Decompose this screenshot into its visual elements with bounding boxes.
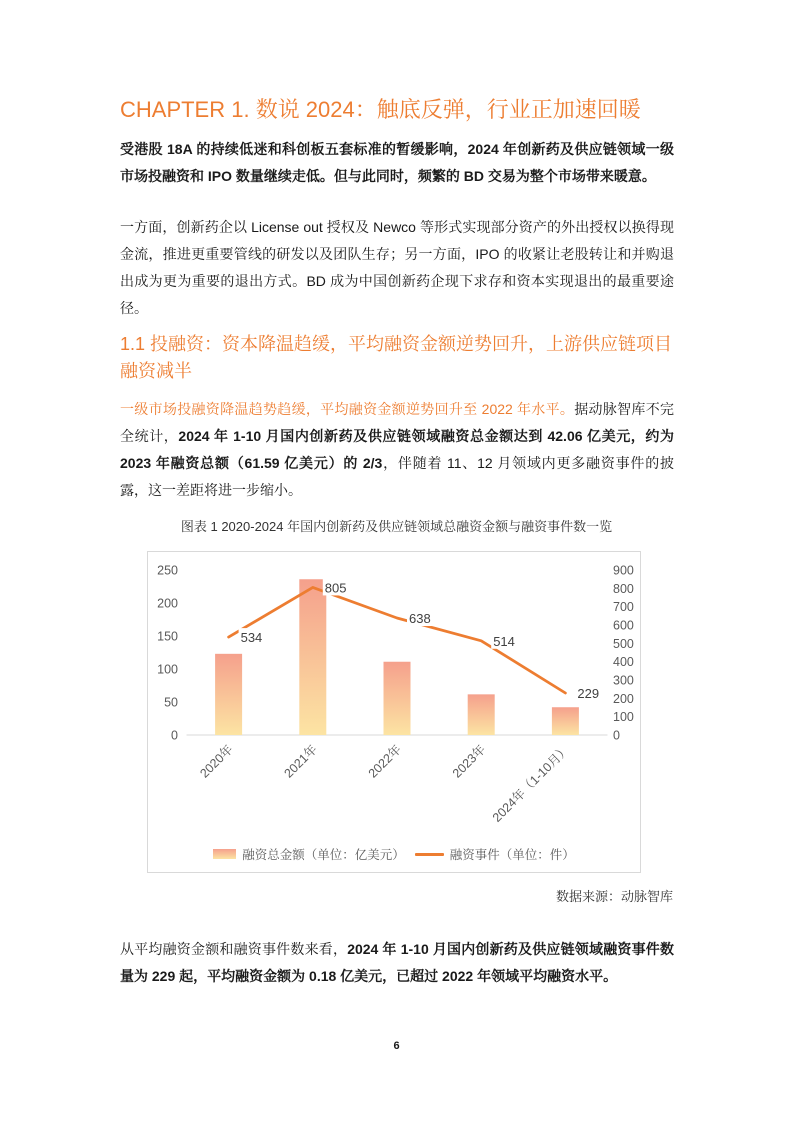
chart-legend [147,845,641,863]
y2-axis-tick-label: 700 [613,600,634,615]
intro-paragraph: 受港股 18A 的持续低迷和科创板五套标准的暂缓影响，2024 年创新药及供应链领域一级市场投融资和 IPO 数量继续走低。但与此同时，频繁的 BD 交易为整个市场带来暖意。 [120,141,674,184]
legend-swatch-line [415,853,444,856]
event-count-data-label: 638 [409,611,431,627]
financing-amount-bar [552,707,579,735]
event-count-data-label: 514 [493,633,515,649]
financing-amount-bar [299,579,326,735]
bd-paragraph: 一方面，创新药企以 License out 授权及 Newco 等形式实现部分资产的外出授权以换得现金流，推进更重要管线的研发以及团队生存；另一方面，IPO 的收紧让老股转让和并购退出成为更为重要的退出方式。BD 成为中国创新药企现下求存和资本实现退出的最重要途径。 [120,219,674,316]
chart-container [147,551,641,873]
financing-amount-bar [215,654,242,735]
financing-paragraph [120,396,674,504]
financing-amount-bar [468,694,495,735]
event-count-data-label: 229 [577,686,600,702]
financing-amount-bar [384,662,411,735]
y2-axis-tick-label: 600 [613,618,634,633]
y-axis-tick-label: 100 [157,662,178,677]
y2-axis-tick-label: 200 [613,691,634,706]
financing-highlight: 一级市场投融资降温趋势趋缓，平均融资金额逆势回升至 2022 年水平。 [120,401,575,417]
y-axis-tick-label: 250 [157,563,178,578]
x-axis-tick-label: 2024年（1-10月） [489,742,573,825]
legend-label-financing-amount: 融资总金额（单位：亿美元） [242,848,405,862]
legend-label-financing-events: 融资事件（单位：件） [449,848,575,862]
legend-item-financing-events [415,845,575,863]
x-axis-tick-label: 2020年 [197,742,236,781]
y2-axis-tick-label: 300 [613,673,634,688]
y2-axis-tick-label: 500 [613,636,634,651]
y2-axis-tick-label: 0 [613,728,620,743]
section-heading: 1.1 投融资：资本降温趋缓，平均融资金额逆势回升，上游供应链项目融资减半 [120,334,673,381]
y2-axis-tick-label: 800 [613,581,634,596]
x-axis-tick-label: 2021年 [281,742,320,781]
financing-tail: ，伴随着 11、12 月领域内更多融资事件的披露，这一差距将进一步缩小。 [120,455,674,498]
figure-source: 数据来源：动脉智库 [555,889,673,904]
y2-axis-tick-label: 900 [613,563,634,578]
event-count-data-label: 805 [324,580,347,596]
legend-item-financing-amount [213,845,405,863]
event-count-data-label: 534 [240,630,263,646]
financing-emphasis: 2024 年 1-10 月国内创新药及供应链领域融资总金额达到 42.06 亿美元，约为 2023 年融资总额（61.59 亿美元）的 2/3 [120,428,675,471]
chart-plot-area [147,551,641,873]
y-axis-tick-label: 150 [157,629,178,644]
chapter-title: CHAPTER 1. 数说 2024：触底反弹，行业正加速回暖 [120,97,641,122]
y-axis-tick-label: 200 [157,596,178,611]
summary-emphasis: 2024 年 1-10 月国内创新药及供应链领域融资事件数量为 229 起，平均融资金额为 0.18 亿美元，已超过 2022 年领域平均融资水平。 [120,941,674,984]
summary-lead: 从平均融资金额和融资事件数来看， [120,941,348,957]
figure-caption: 图表 1 2020-2024 年国内创新药及供应链领域总融资金额与融资事件数一览 [180,519,613,534]
summary-paragraph [120,936,674,990]
y-axis-tick-label: 0 [171,728,178,743]
y2-axis-tick-label: 100 [613,710,634,725]
page-number: 6 [393,1040,400,1052]
x-axis-tick-label: 2023年 [449,742,489,781]
y2-axis-tick-label: 400 [613,655,634,670]
legend-swatch-bar [213,849,236,859]
financing-lead: 据动脉智库不完全统计， [120,401,674,444]
x-axis-tick-label: 2022年 [365,742,405,781]
y-axis-tick-label: 50 [164,695,178,710]
